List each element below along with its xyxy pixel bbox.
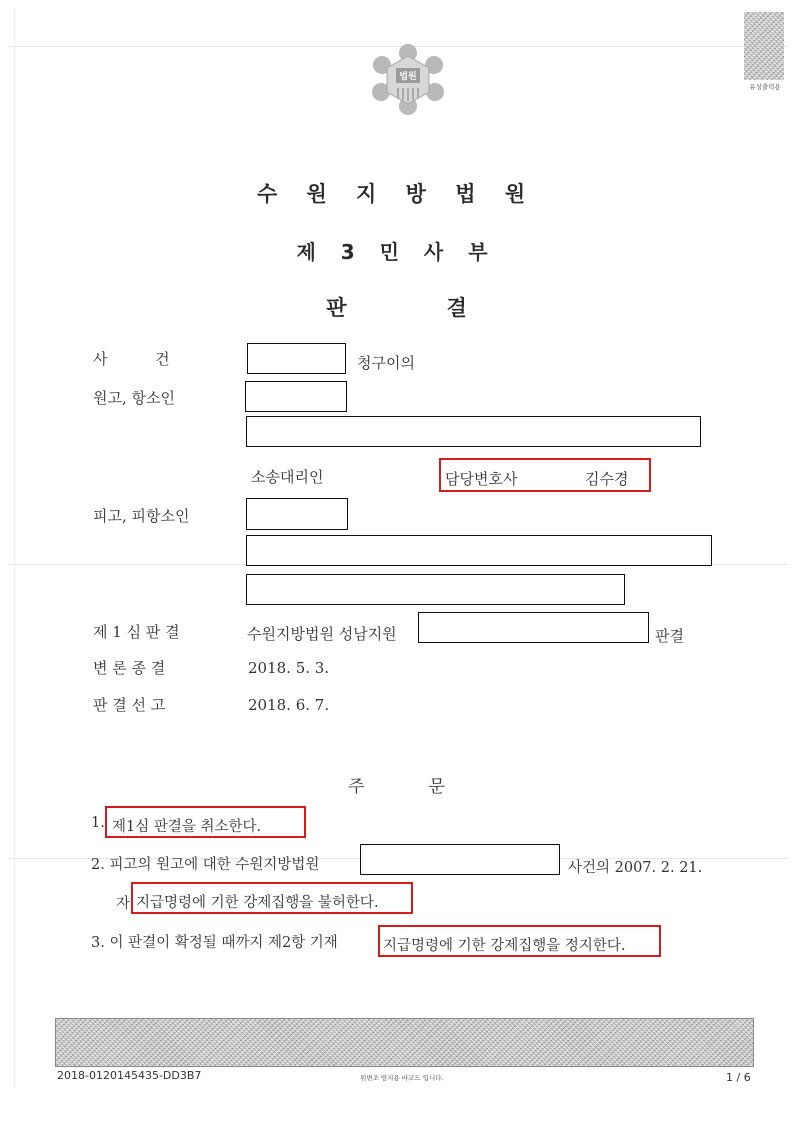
barcode-note: 위변조 방지용 바코드 입니다. — [360, 1074, 444, 1082]
redacted-case-number — [247, 343, 346, 374]
order-item1-highlight — [105, 806, 306, 838]
scan-edge — [14, 8, 15, 1088]
plaintiff-label: 원고, 항소인 — [93, 389, 175, 407]
redacted-order-case — [360, 844, 560, 875]
order-item2-text: 지급명령에 기한 강제집행을 불허한다. — [136, 895, 379, 911]
order-item1-number: 1. — [91, 815, 105, 831]
defendant-label: 피고, 피항소인 — [93, 507, 190, 525]
case-suffix: 청구이의 — [357, 354, 415, 372]
order-heading — [0, 772, 793, 797]
attorney-highlight — [439, 458, 651, 492]
order-item3-text: 지급명령에 기한 강제집행을 정지한다. — [383, 938, 626, 954]
court-emblem — [367, 42, 449, 118]
order-item2-line2-prefix: 자 — [116, 896, 131, 912]
qr-caption: 유성출력용 — [749, 83, 781, 91]
court-name: 수 원 지 방 법 원 — [256, 182, 537, 206]
redacted-defendant-address — [246, 535, 712, 566]
ruling-date: 2018. 6. 7. — [248, 696, 330, 714]
emblem-text: 법원 — [399, 72, 417, 82]
order-item2-prefix: 2. 피고의 원고에 대한 수원지방법원 — [91, 857, 320, 873]
first-instance-label: 제 1 심 판 결 — [93, 623, 180, 641]
order-heading-char: 주 — [348, 777, 365, 797]
attorney-role: 담당변호사 — [445, 470, 518, 488]
attorney-name: 김수경 — [585, 470, 629, 488]
redacted-plaintiff-address — [246, 416, 701, 447]
agent-label: 소송대리인 — [251, 468, 324, 486]
redacted-defendant-name — [246, 498, 348, 530]
department-name: 제 3 민 사 부 — [296, 240, 497, 264]
redacted-first-instance-case — [418, 612, 649, 643]
case-label: 사 건 — [93, 350, 170, 368]
redacted-defendant-address-2 — [246, 574, 625, 605]
order-item3-highlight — [378, 925, 661, 957]
first-instance-suffix: 판결 — [655, 627, 684, 645]
qr-code — [744, 12, 784, 80]
order-item1-text: 제1심 판결을 취소한다. — [112, 819, 262, 835]
order-heading-char: 문 — [428, 777, 445, 797]
page-number: 1 / 6 — [726, 1071, 751, 1084]
redacted-plaintiff-name — [245, 381, 347, 412]
anti-forgery-barcode — [55, 1018, 754, 1067]
ruling-label: 판 결 선 고 — [93, 696, 166, 714]
document-type-char: 판 — [326, 296, 347, 320]
document-type — [0, 292, 793, 322]
document-id: 2018-0120145435-DD3B7 — [57, 1069, 202, 1082]
order-item3-prefix: 3. 이 판결이 확정될 때까지 제2항 기재 — [91, 935, 338, 951]
closing-date: 2018. 5. 3. — [248, 659, 330, 677]
order-item2-highlight — [131, 882, 413, 914]
closing-label: 변 론 종 결 — [93, 659, 166, 677]
first-instance-court: 수원지방법원 성남지원 — [247, 625, 397, 643]
document-type-char: 결 — [446, 296, 467, 320]
order-item2-suffix: 사건의 2007. 2. 21. — [568, 860, 703, 876]
